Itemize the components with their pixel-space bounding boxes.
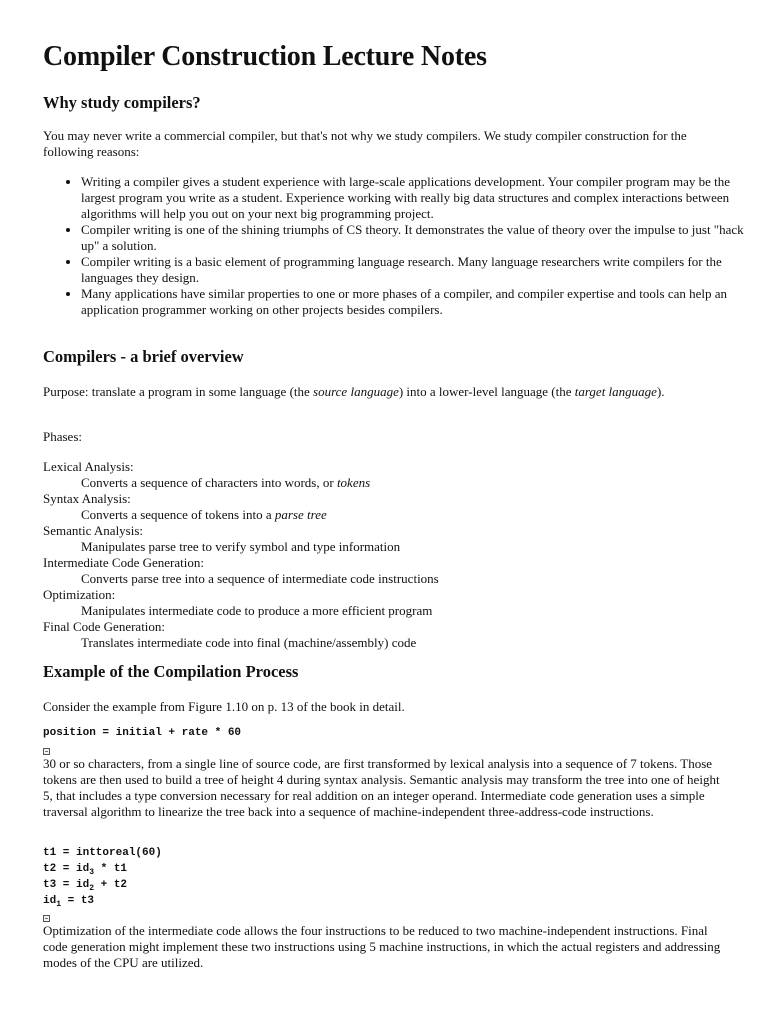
phase-name-intermediate: Intermediate Code Generation:	[43, 555, 204, 570]
list-item: • Compiler writing is a basic element of programming language research. Many language researchers write compilers for the languages they design.	[81, 254, 761, 286]
source-language-term: source language	[313, 384, 399, 399]
broken-image-icon	[43, 915, 50, 922]
phase-name-final: Final Code Generation:	[43, 619, 166, 634]
phase-name-lexical: Lexical Analysis:	[43, 459, 134, 474]
reasons-list	[43, 174, 761, 318]
purpose-text: ) into a lower-level language (the	[398, 384, 575, 399]
phase-desc-semantic: Manipulates parse tree to verify symbol and type information	[81, 539, 401, 554]
phase-name-optimization: Optimization:	[43, 587, 116, 602]
why-intro-paragraph: You may never write a commercial compiler, but that's not why we study compilers. We study compiler construction for the following reasons:	[43, 128, 687, 159]
section-heading-example: Example of the Compilation Process	[43, 662, 299, 681]
phase-name-syntax: Syntax Analysis:	[43, 491, 131, 506]
phase-name-semantic: Semantic Analysis:	[43, 523, 144, 538]
example-paragraph-2: Optimization of the intermediate code allows the four instructions to be reduced to two machine-independent instructions. Final code generation might implement these two instructions using 5 machine instructions, in which the actual registers and addressing modes of the CPU are utilized.	[43, 923, 721, 970]
broken-image-icon	[43, 748, 50, 755]
section-heading-overview: Compilers - a brief overview	[43, 347, 244, 366]
code-line: $id_1 = t3$	[43, 895, 95, 909]
code-line: t1 = inttoreal(60)	[43, 847, 162, 859]
phases-list	[43, 459, 723, 651]
three-address-code	[43, 845, 162, 909]
section-heading-why: Why study compilers?	[43, 93, 201, 112]
code-line: $t3 = id_2 + t2$	[43, 879, 128, 893]
phases-label: Phases:	[43, 429, 82, 444]
example-paragraph-1: 30 or so characters, from a single line of source code, are first transformed by lexical analysis into a sequence of 7 tokens. Those tokens are then used to build a tree of height 4 during syntax analysis. Semantic analysis may transform the tree into one of height 5, that includes a type conversion necessary for real addition on an integer operand. Intermediate code generation uses a simple traversal algorithm to linearize the tree back into a sequence of machine-independent three-address-code instructions.	[43, 756, 720, 819]
purpose-paragraph	[43, 384, 723, 400]
phase-desc-final: Translates intermediate code into final (machine/assembly) code	[81, 635, 417, 650]
list-item: • Writing a compiler gives a student experience with large-scale applications development. Your compiler program may be the largest program you write as a student. Experience working with really big data structures and complex interactions between algorithms will help you out on your next big programming project.	[81, 174, 761, 222]
phase-desc-intermediate: Converts parse tree into a sequence of intermediate code instructions	[81, 571, 439, 586]
phase-desc-optimization: Manipulates intermediate code to produce a more efficient program	[81, 603, 433, 618]
target-language-term: target language	[574, 384, 657, 399]
page-title: Compiler Construction Lecture Notes	[43, 41, 487, 72]
list-item: • Many applications have similar properties to one or more phases of a compiler, and compiler expertise and tools can help an application programmer working on other projects besides compilers.	[81, 286, 761, 318]
source-statement: position = initial + rate * 60	[43, 727, 242, 739]
phase-desc-lexical: Converts a sequence of characters into words, or tokens	[81, 475, 371, 490]
list-item: • Compiler writing is one of the shining triumphs of CS theory. It demonstrates the value of theory over the impulse to just "hack up" a solution.	[81, 222, 761, 254]
purpose-text: ).	[656, 384, 665, 399]
phase-desc-syntax: Converts a sequence of tokens into a parse tree	[81, 507, 327, 522]
code-line: $t2 = id_3 * t1$	[43, 863, 128, 877]
purpose-text: Purpose: translate a program in some language (the	[43, 384, 314, 399]
example-intro-paragraph: Consider the example from Figure 1.10 on p. 13 of the book in detail.	[43, 699, 405, 714]
